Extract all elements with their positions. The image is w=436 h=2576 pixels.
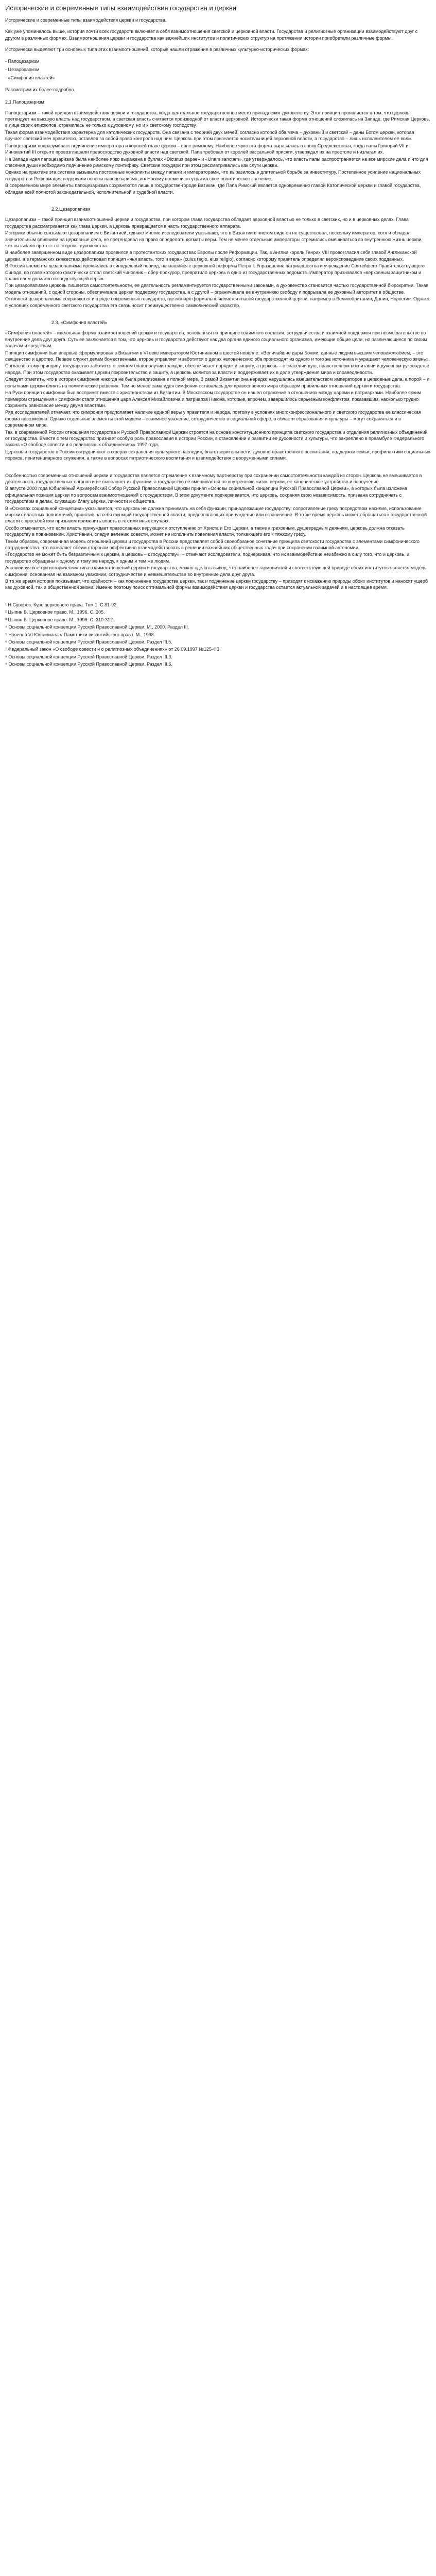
body-paragraph: В наиболее завершенном виде цезаропапизм проявился в протестантских государствах Европы после Реформации. Так, в Англии король Генрих VIII провозгласил себя главой Англиканской церкви, а в германских княжествах действовал принцип «чья власть, того и вера» (cuius regio, eius religio), согласно которому правитель определял вероисповедание своих подданных. [5, 250, 417, 262]
lead-in-line: Рассмотрим их более подробно. [5, 87, 75, 92]
body-paragraph: Такая форма взаимодействия характерна для католических государств. Она связана с теорией двух мечей, согласно которой оба меча – духовный и светский – даны Богом церкви, которая вручает светский меч правителю, оставляя за собой право контроля над ним. Церковь при этом признается носительницей верховной власти, а государство – лишь исполнителем ее воли. [5, 129, 414, 142]
body-paragraph: «Симфония властей» – идеальная форма взаимоотношений церкви и государства, основанная на принципе взаимного согласия, сотрудничества и взаимной поддержки при невмешательстве во внутренние дела друг друга. Суть ее заключается в том, что церковь и государство действуют как два органа единого социального организма, имеющие общие цели, но различающиеся по своим задачам и средствам. [5, 330, 427, 349]
toc-intro: Исторически выделяют три основных типа этих взаимоотношений, которые нашли отражение в различных культурно-исторических формах: [5, 47, 309, 53]
section-heading: 2.1.Папоцезаризм [5, 99, 44, 105]
footnote: ³ Цыпин В. Церковное право. М., 1996. С. 310-312. [5, 617, 114, 622]
footnotes [5, 602, 431, 668]
section-gap [5, 196, 431, 200]
section-heading: 2.2.Цезаропапизм [51, 206, 91, 212]
document-subtitle: Исторические и современные типы взаимодействия церкви и государства. [5, 18, 167, 23]
body-paragraph: На Западе идея папоцезаризма была наиболее ярко выражена в буллах «Dictatus papae» и «Unam sanctam», где утверждалось, что власть папы распространяется на все мирские дела и что для спасения души необходимо подчинение римскому понтифику. Светские государи при этом рассматривались как слуги церкви. [5, 156, 428, 168]
body-paragraph: «Государство не может быть безразличным к церкви, а церковь – к государству», – отмечают исследователи, подчеркивая, что их взаимодействие неизбежно в силу того, что и церковь, и государство обращены к одному и тому же народу, к одним и тем же людям. [5, 552, 410, 564]
sections-container [5, 99, 431, 596]
footnote: ⁹ Основы социальной концепции Русской Православной Церкви. Раздел III.6. [5, 662, 172, 667]
body-paragraph: Папоцезаризм – такой принцип взаимодействия церкви и государства, когда центральное государственное место принадлежит духовенству. Этот принцип проявляется в том, что церковь претендует на высшую власть над государством, а светская власть считается производной от власти церковной. Исторически такая форма отношений сложилась на Западе, где Римская Церковь, в лице своих епископов, стремилась не только к духовному, но и к светскому господству. [5, 110, 430, 128]
footnote: ¹ Н.Суворов. Курс церковного права. Том 1, С.81-92. [5, 602, 118, 607]
section-heading: 2.3. «Симфония властей» [51, 320, 108, 326]
toc-item: - Цезаропапизм [5, 67, 40, 73]
body-paragraph: В то же время история показывает, что крайности – как подчинение государства церкви, так и подчинение церкви государству – приводят к искажению природы обоих институтов и наносят ущерб как духовной, так и общественной жизни. Именно поэтому поиск оптимальной формы взаимодействия церкви и государства остается актуальной задачей и в настоящее время. [5, 579, 428, 590]
body-paragraph: В «Основах социальной концепции» указывается, что церковь не должна принимать на себя функции, принадлежащие государству: сопротивление греху посредством насилия, использование мирских властных полномочий, принятие на себя функций государственной власти, предполагающих принуждение или ограничение. В то же время церковь может обращаться к государственной власти с просьбой или призывом применить власть в тех или иных случаях. [5, 505, 427, 524]
body-paragraph: Таким образом, современная модель отношений церкви и государства в России представляет собой своеобразное сочетание принципа светскости государства с элементами симфонического сотрудничества, что позволяет обеим сторонам эффективно взаимодействовать в решении важнейших общественных задач при сохранении взаимной автономии. [5, 538, 420, 551]
footnote: ² Цыпин В. Церковное право. М., 1996. С. 305. [5, 609, 105, 615]
section-gap [5, 591, 431, 596]
body-paragraph: Историки обычно связывают цезаропапизм с Византией, однако многие исследователи указывают, что в Византии в чистом виде он не существовал, поскольку император, хотя и обладал значительным влиянием на церковные дела, не претендовал на право определять догматы веры. Тем не менее отдельные императоры стремились вмешиваться во внутреннюю жизнь церкви, что вызывало протест со стороны духовенства. [5, 230, 423, 248]
footnote: ⁴ Основы социальной концепции Русской Православной Церкви. М., 2000. Раздел III. [5, 624, 189, 630]
intro-paragraph: Как уже упоминалось выше, история почти всех государств включает в себя взаимоотношения светской и церковной власти. Государства и религиозные организации взаимодействуют друг с другом в различных формах. Взаимоотношения церкви и государства как важнейших институтов и политических структур на протяжении истории приобретали различные формы. [5, 29, 418, 41]
body-paragraph: Согласно этому принципу, государство заботится о земном благополучии граждан, обеспечивает порядок и защиту, а церковь – о спасении душ, нравственном воспитании и духовном руководстве народа. При этом государство оказывает церкви покровительство и защиту, а церковь молится за власти и поддерживает их в деле утверждения мира и справедливости. [5, 363, 429, 375]
body-paragraph: Папоцезаризм подразумевает подчинение императора и королей главе церкви – папе римскому. Наиболее ярко эта форма выразилась в эпоху Средневековья, когда папы Григорий VII и Иннокентий III открыто провозглашали превосходство духовной власти над светской. Папа требовал от королей вассальной присяги, утверждал их на престоле и низлагал их. [5, 143, 409, 155]
footnote: ⁸ Основы социальной концепции Русской Православной Церкви. Раздел III.3. [5, 654, 172, 659]
document-page [0, 0, 436, 679]
section-gap [5, 462, 431, 466]
body-paragraph: В России элементы цезаропапизма проявились в синодальный период, начавшийся с церковной реформы Петра I. Упразднение патриаршества и учреждение Святейшего Правительствующего Синода, во главе которого фактически стоял светский чиновник – обер-прокурор, превратило церковь в одно из государственных ведомств. Император признавался «верховным защитником и хранителем догматов господствующей веры». [5, 263, 425, 281]
body-paragraph: Отголоски цезаропапизма сохраняются и в ряде современных государств, где монарх формально является главой государственной церкви, например в Великобритании, Дании, Норвегии. Однако в условиях современного светского государства эта связь носит преимущественно символический характер. [5, 296, 430, 308]
body-paragraph: Так, в современной России отношения государства и Русской Православной Церкви строятся на основе конституционного принципа светского государства и отделения религиозных объединений от государства. Вместе с тем государство признает особую роль православия в истории России, в становлении и развитии ее духовности и культуры, что закреплено в преамбуле Федерального закона «О свободе совести и о религиозных объединениях» 1997 года. [5, 429, 428, 448]
body-paragraph: Церковь и государство в России сотрудничают в сферах сохранения культурного наследия, благотворительности, духовно-нравственного воспитания, поддержки семьи, профилактики социальных пороков, пенитенциарного служения, а также в вопросах патриотического воспитания и взаимодействия с вооруженными силами. [5, 449, 430, 461]
body-paragraph: Особенностью современных отношений церкви и государства является стремление к взаимному партнерству при сохранении самостоятельности каждой из сторон. Церковь не вмешивается в деятельность государственных органов и не выполняет их функции, а государство не вмешивается во внутреннюю жизнь церкви, ее каноническое устройство и вероучение. [5, 472, 422, 484]
body-paragraph: В августе 2000 года Юбилейный Архиерейский Собор Русской Православной Церкви принял «Основы социальной концепции Русской Православной Церкви», в которых была изложена официальная позиция церкви по вопросам взаимоотношений с государством. В этом документе подчеркивается, что церковь, сохраняя свою независимость, призвана сотрудничать с государством в делах, служащих благу церкви, личности и общества. [5, 486, 407, 504]
body-paragraph: В современном мире элементы папоцезаризма сохраняются лишь в государстве-городе Ватикан, где Папа Римский является одновременно главой Католической церкви и главой государства, обладая всей полнотой законодательной, исполнительной и судебной власти. [5, 183, 421, 195]
body-paragraph: Особо отмечается, что если власть принуждает православных верующих к отступлению от Христа и Его Церкви, а также к греховным, душевредным деяниям, церковь должна отказать государству в повиновении. Христианин, следуя велению совести, может не исполнить повеления власти, толкающего его к тяжкому греху. [5, 525, 405, 537]
body-paragraph: Ряд исследователей отмечает, что симфония предполагает наличие единой веры у правителя и народа, поэтому в условиях многоконфессионального и светского государства ее классическая форма невозможна. Однако отдельные элементы этой модели – взаимное уважение, сотрудничество в социальной сфере, в области образования и культуры – могут сохраняться и в современном мире. [5, 410, 421, 428]
toc-list [5, 58, 431, 81]
toc-item: - «Симфония властей» [5, 75, 55, 81]
body-paragraph: Следует отметить, что в истории симфония никогда не была реализована в полной мере. В самой Византии она нередко нарушалась вмешательством императоров в церковные дела, а порой – и попытками церкви влиять на политические решения. Тем не менее сама идея симфонии оставалась для православного мира образцом правильных отношений церкви и государства. [5, 377, 430, 388]
footnote: ⁷ Федеральный закон «О свободе совести и о религиозных объединениях» от 26.09.1997 №125-ФЗ. [5, 647, 221, 652]
body-paragraph: При цезаропапизме церковь лишается самостоятельности, ее деятельность регламентируется государственными законами, а духовенство становится частью государственной бюрократии. Такая модель отношений, с одной стороны, обеспечивала церкви поддержку государства, а с другой – ограничивала ее внутреннюю свободу и подрывала ее духовный авторитет в обществе. [5, 283, 429, 295]
body-paragraph: Анализируя все три исторических типа взаимоотношений церкви и государства, можно сделать вывод, что наиболее гармоничной и соответствующей природе обоих институтов является модель симфонии, основанная на взаимном уважении, сотрудничестве и невмешательстве во внутренние дела друг друга. [5, 565, 427, 577]
toc-item: - Папоцезаризм [5, 58, 40, 64]
section-gap [5, 309, 431, 313]
body-paragraph: Цезаропапизм – такой принцип взаимоотношений церкви и государства, при котором глава государства обладает верховной властью не только в светских, но и в церковных делах. Глава государства рассматривается как глава церкви, а церковь превращается в часть государственного аппарата. [5, 217, 409, 229]
footnote: ⁵ Новелла VI Юстиниана // Памятники византийского права. М., 1998. [5, 632, 155, 637]
footnote: ⁶ Основы социальной концепции Русской Православной Церкви. Раздел III.5. [5, 639, 172, 645]
body-paragraph: Принцип симфонии был впервые сформулирован в Византии в VI веке императором Юстинианом в шестой новелле: «Величайшие дары Божии, данные людям высшим человеколюбием, – это священство и царство. Первое служит делам божественным, второе управляет и заботится о делах человеческих; оба происходят из одного и того же источника и украшают человеческую жизнь». [5, 350, 430, 362]
body-paragraph: На Руси принцип симфонии был воспринят вместе с христианством из Византии. В Московском государстве он нашел отражение в отношениях между царями и патриархами. Наиболее ярким примером стремления к симфонии стали отношения царя Алексея Михайловича и патриарха Никона, которые, впрочем, завершились серьезным конфликтом, показавшим, насколько трудно сохранить равновесие между двумя властями. [5, 390, 421, 408]
body-paragraph: Однако на практике эта система вызывала постоянные конфликты между папами и императорами, что выразилось в длительной борьбе за инвеституру. Постепенное усиление национальных государств и Реформация подорвали основы папоцезаризма, и к Новому времени он утратил свое политическое значение. [5, 170, 421, 181]
document-title: Исторические и современные типы взаимодействия государства и церкви [5, 4, 236, 12]
